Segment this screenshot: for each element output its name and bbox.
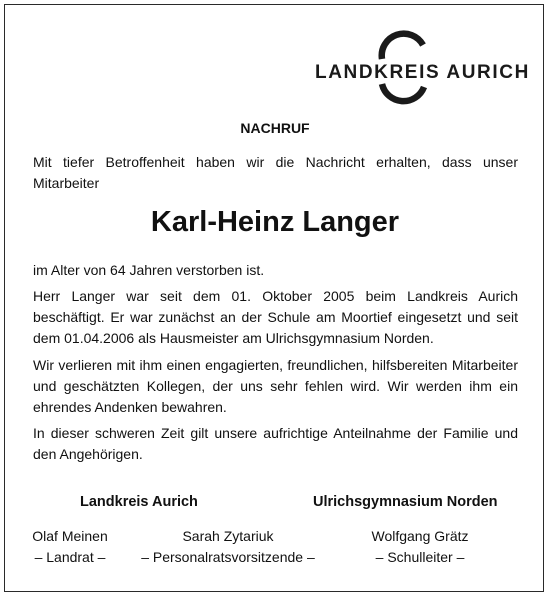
paragraph-employment: Herr Langer war seit dem 01. Oktober 2005 beim Landkreis Aurich beschäftigt. Er war zunächst an der Schule am Moortief eingesetzt und seit dem 01.04.2006 als Hausmeister am Ulrichsgymnasium Norden. bbox=[33, 288, 518, 346]
signatory-role: – Schulleiter – bbox=[375, 549, 465, 565]
organization-landkreis: Landkreis Aurich bbox=[80, 494, 198, 510]
paragraph-condolence: In dieser schweren Zeit gilt unsere aufrichtige Anteilnahme der Familie und den Angehörigen. bbox=[33, 425, 518, 462]
signatory-2 bbox=[126, 526, 330, 568]
organization-school: Ulrichsgymnasium Norden bbox=[313, 494, 498, 510]
signatory-role: – Landrat – bbox=[34, 549, 106, 565]
heading-nachruf: NACHRUF bbox=[240, 120, 310, 136]
logo-text: LANDKREIS AURICH bbox=[315, 62, 530, 83]
signatory-1 bbox=[20, 526, 120, 568]
signatory-3 bbox=[350, 526, 490, 568]
landkreis-aurich-logo bbox=[312, 26, 530, 106]
signatory-name: Wolfgang Grätz bbox=[371, 528, 469, 544]
paragraph-tribute: Wir verlieren mit ihm einen engagierten, freundlichen, hilfsbereiten Mitarbeiter und geschätzten Kollegen, der uns sehr fehlen wird. Wir werden ihm ein ehrendes Andenken bewahren. bbox=[33, 357, 518, 415]
paragraph-age: im Alter von 64 Jahren verstorben ist. bbox=[33, 262, 265, 278]
signatory-role: – Personalratsvorsitzende – bbox=[141, 549, 315, 565]
signatory-name: Sarah Zytariuk bbox=[182, 528, 274, 544]
signatory-name: Olaf Meinen bbox=[32, 528, 108, 544]
intro-text: Mit tiefer Betroffenheit haben wir die Nachricht erhalten, dass unser Mitarbeiter bbox=[33, 154, 518, 191]
deceased-name: Karl-Heinz Langer bbox=[150, 206, 400, 238]
